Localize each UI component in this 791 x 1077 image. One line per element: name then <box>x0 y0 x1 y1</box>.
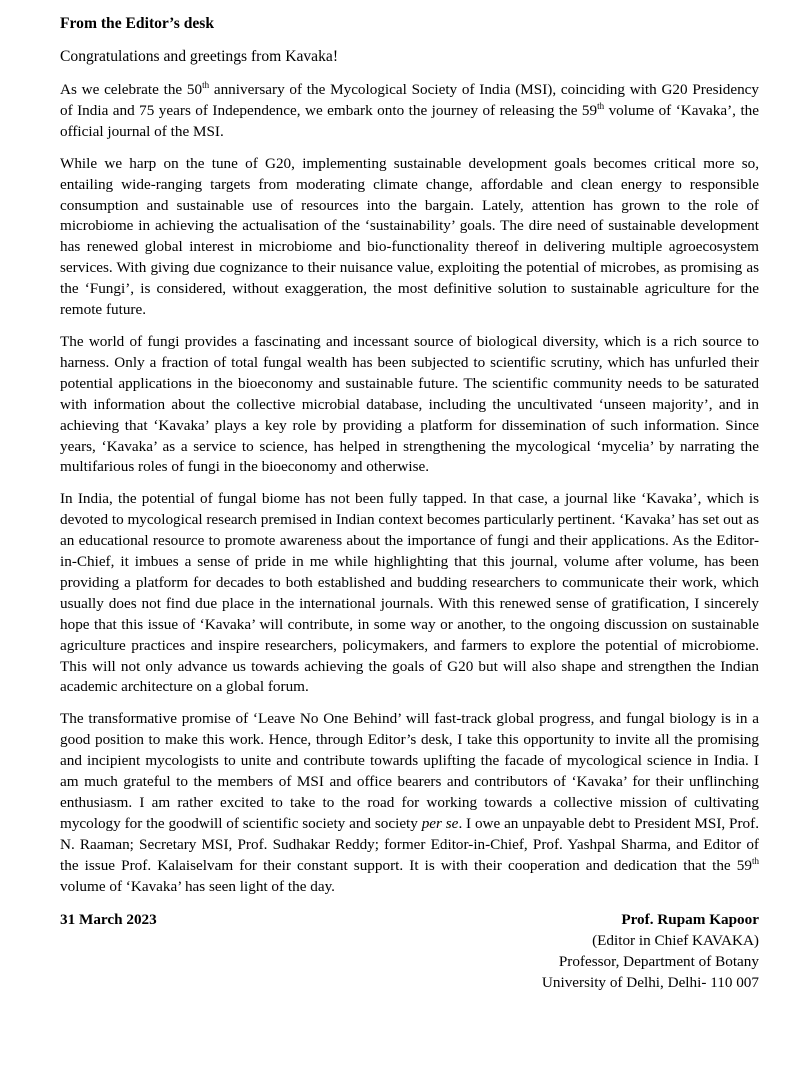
editorial-footer <box>60 909 759 1001</box>
editorial-heading: From the Editor’s desk <box>60 15 215 32</box>
editor-name: Prof. Rupam Kapoor <box>621 910 759 928</box>
p5-text-c: volume of ‘Kavaka’ has seen light of the day. <box>60 877 335 895</box>
paragraph-1 <box>60 80 759 143</box>
paragraph-2: While we harp on the tune of G20, implementing sustainable development goals becomes critical more so, entailing wide-ranging targets from moderating climate change, affordable and clean energy to responsible consumption and sustainable use of resources into the bargain. Lately, attention has grown to the role of microbiome in achieving the actualisation of the ‘sustainability’ goals. The dire need of sustainable development has renewed global interest in microbiome and bio-functionality thereof in delivering multiple agroecosystem services. With giving due cognizance to their nuisance value, exploiting the potential of microbes, as promising as the ‘Fungi’, is considered, without exaggeration, the most definitive solution to sustainable agriculture for the remote future. <box>60 154 759 319</box>
editorial-content <box>60 14 759 1001</box>
p1-text-c: volume of ‘Kavaka’, the official journal of the MSI. <box>60 101 759 140</box>
signature-block <box>542 909 759 994</box>
p5-text-b: . I owe an unpayable debt to President MSI, Prof. N. Raaman; Secretary MSI, Prof. Sudhakar Reddy; former Editor-in-Chief, Prof. Yashpal Sharma, and Editor of the issue Prof. Kalaiselvam for their constant support. It is with their cooperation and dedication that the 59 <box>60 814 759 874</box>
greeting-line: Congratulations and greetings from Kavaka! <box>60 48 339 65</box>
editor-university: University of Delhi, Delhi- 110 007 <box>541 974 759 992</box>
p1-text-a: As we celebrate the 50 <box>60 81 203 98</box>
p1-sup-a: th <box>202 80 210 90</box>
paragraph-4: In India, the potential of fungal biome has not been fully tapped. In that case, a journal like ‘Kavaka’, which is devoted to mycological research premised in Indian context becomes particularly pertinent. ‘Kavaka’ has set out as an educational resource to promote awareness about the importance of fungi and their applications. As the Editor-in-Chief, it imbues a sense of pride in me while highlighting that this journal, volume after volume, has been providing a platform for decades to both established and budding researchers to communicate their work, which usually does not find due place in the international journals. With this renewed sense of gratification, I sincerely hope that this issue of ‘Kavaka’ will contribute, in some way or another, to the ongoing discussion on sustainable agriculture practices and inspire researchers, policymakers, and farmers to explore the potential of microbiome. This will not only advance us towards achieving the goals of G20 but will also shape and strengthen the Indian academic architecture on a global forum. <box>60 490 759 696</box>
paragraph-3: The world of fungi provides a fascinating and incessant source of biological diversity, which is a rich source to harness. Only a fraction of total fungal wealth has been subjected to scientific scrutiny, which has unfurled their potential applications in the bioeconomy and sustainable future. The scientific community needs to be saturated with information about the collective microbial database, including the uncultivated ‘unseen majority’, and in achieving that ‘Kavaka’ plays a key role by providing a platform for dissemination of such information. Since years, ‘Kavaka’ as a service to science, has helped in strengthening the mycological ‘mycelia’ by narrating the multifarious roles of fungi in the bioeconomy and otherwise. <box>60 332 759 476</box>
p5-sup: th <box>751 855 759 866</box>
paragraph-5 <box>60 709 759 897</box>
p5-italic: per se <box>421 814 459 832</box>
p1-text-b: anniversary of the Mycological Society of India (MSI), coinciding with G20 Presidency of India and 75 years of Independence, we embark onto the journey of releasing the 59 <box>60 81 759 119</box>
editor-department: Professor, Department of Botany <box>558 952 759 970</box>
date-line: 31 March 2023 <box>60 910 157 928</box>
p5-text-a: The transformative promise of ‘Leave No One Behind’ will fast-track global progress, and fungal biology is in a good position to make this work. Hence, through Editor’s desk, I take this opportunity to invite all the promising and incipient mycologists to unite and contribute towards uplifting the facade of mycological science in India. I am much grateful to the members of MSI and office bearers and contributors of ‘Kavaka’ for their unflinching enthusiasm. I am rather excited to take to the road for working towards a collective mission of cultivating mycology for the goodwill of scientific society and society <box>60 710 759 832</box>
p1-sup-b: th <box>597 100 605 111</box>
editor-role: (Editor in Chief KAVAKA) <box>592 931 759 949</box>
